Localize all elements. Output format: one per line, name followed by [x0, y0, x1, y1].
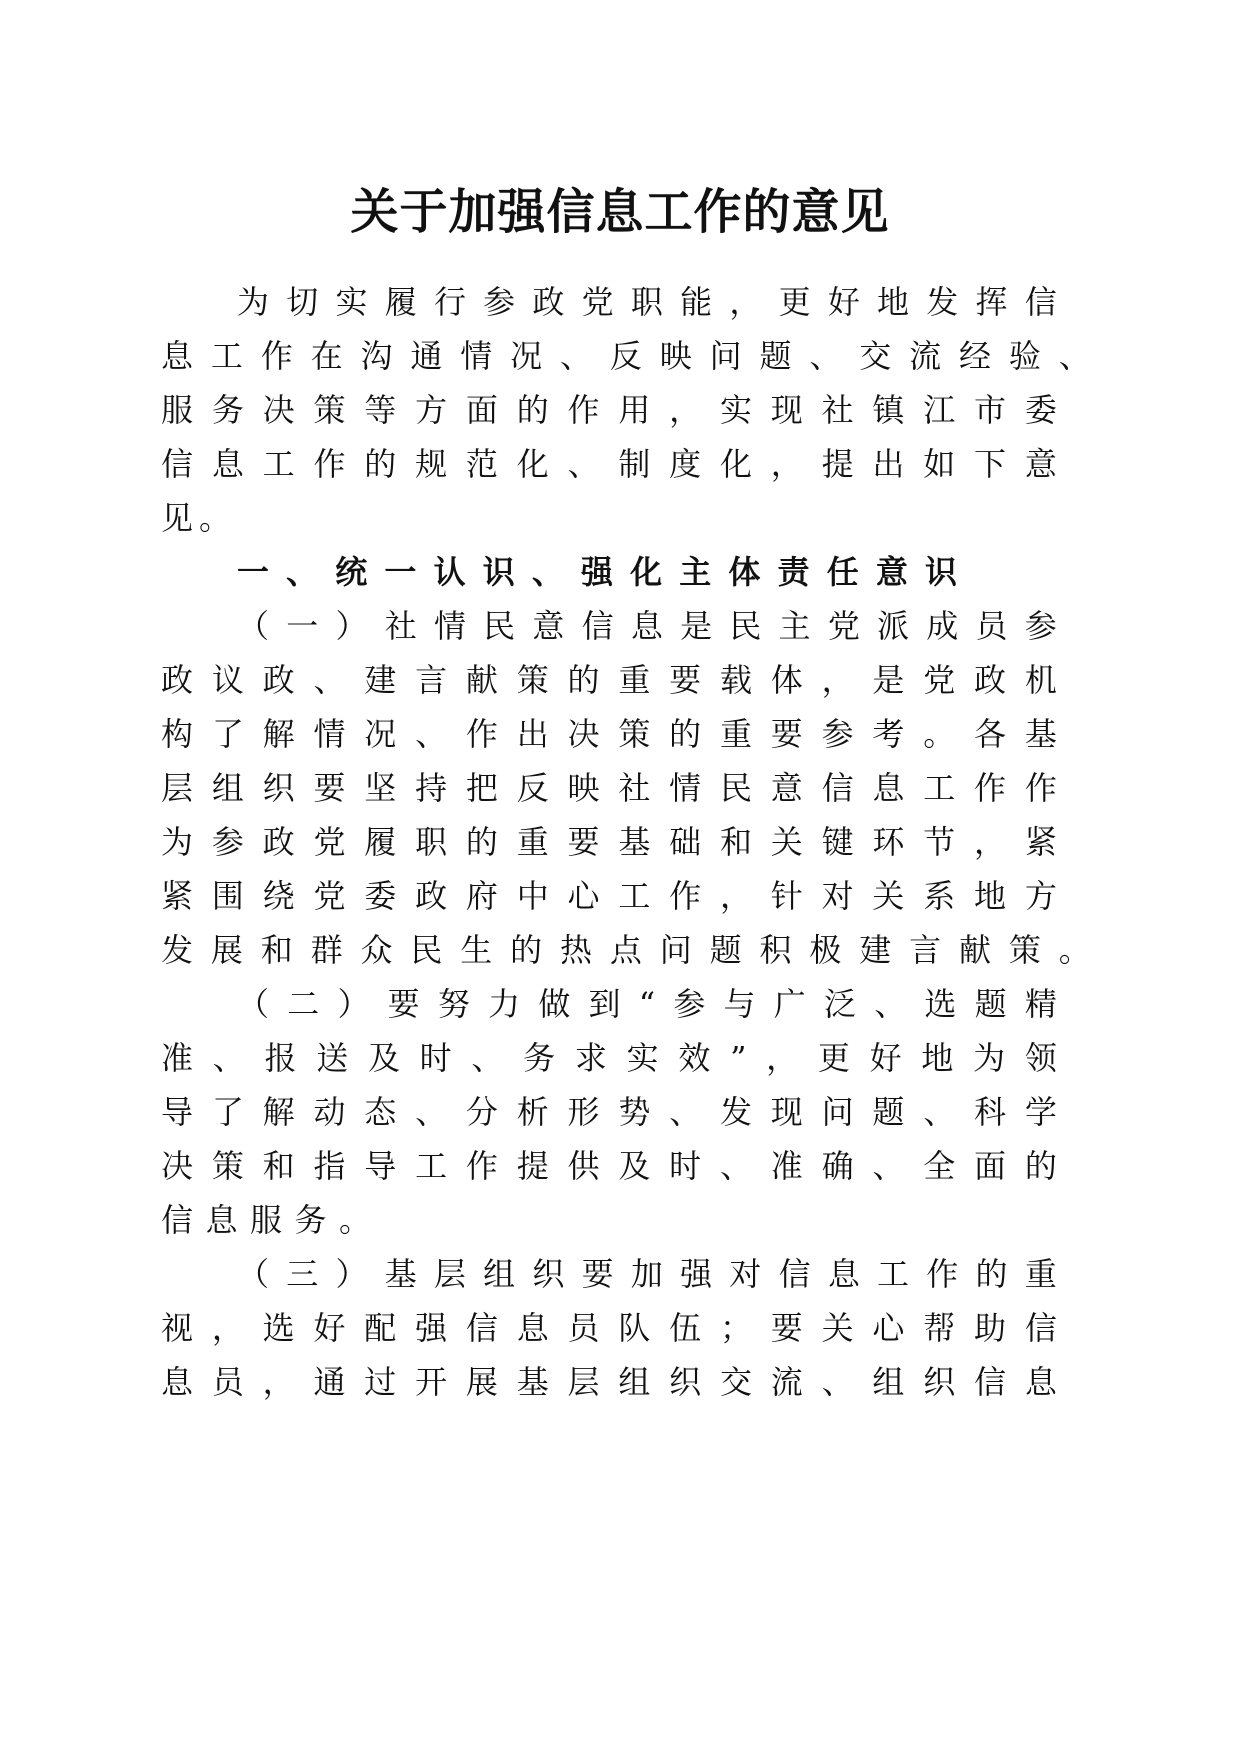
- paragraph-line: 视 ， 选 好 配 强 信 息 员 队 伍 ； 要 关 心 帮 助 信: [161, 1309, 1057, 1347]
- paragraph-line: 服 务 决 策 等 方 面 的 作 用 ， 实 现 社 镇 江 市 委: [161, 391, 1057, 429]
- paragraph-line: 决 策 和 指 导 工 作 提 供 及 时 、 准 确 、 全 面 的: [161, 1147, 1057, 1185]
- paragraph-line: 信 息 服 务 。: [161, 1201, 371, 1239]
- paragraph-line: 为 参 政 党 履 职 的 重 要 基 础 和 关 键 环 节 ， 紧: [161, 823, 1057, 861]
- paragraph-line: 政 议 政 、 建 言 献 策 的 重 要 载 体 ， 是 党 政 机: [161, 661, 1057, 699]
- paragraph-line: 导 了 解 动 态 、 分 析 形 势 、 发 现 问 题 、 科 学: [161, 1093, 1057, 1131]
- paragraph-line: 见 。: [161, 499, 231, 537]
- paragraph-line: （ 一 ） 社 情 民 意 信 息 是 民 主 党 派 成 员 参: [237, 607, 1057, 645]
- paragraph-line: 息 员 ， 通 过 开 展 基 层 组 织 交 流 、 组 织 信 息: [161, 1363, 1057, 1401]
- paragraph-line: 信 息 工 作 的 规 范 化 、 制 度 化 ， 提 出 如 下 意: [161, 445, 1057, 483]
- section-heading: 一 、 统 一 认 识 、 强 化 主 体 责 任 意 识: [237, 553, 957, 591]
- paragraph-line: 为 切 实 履 行 参 政 党 职 能 ， 更 好 地 发 挥 信: [237, 283, 1057, 321]
- document-title: 关于加强信息工作的意见: [350, 184, 890, 240]
- paragraph-line: 层 组 织 要 坚 持 把 反 映 社 情 民 意 信 息 工 作 作: [161, 769, 1057, 807]
- paragraph-line: 准 、 报 送 及 时 、 务 求 实 效 ” ， 更 好 地 为 领: [161, 1039, 1057, 1077]
- paragraph-line: 紧 围 绕 党 委 政 府 中 心 工 作 ， 针 对 关 系 地 方: [161, 877, 1057, 915]
- paragraph-line: 发 展 和 群 众 民 生 的 热 点 问 题 积 极 建 言 献 策 。: [161, 931, 1091, 969]
- paragraph-line: 构 了 解 情 况 、 作 出 决 策 的 重 要 参 考 。 各 基: [161, 715, 1057, 753]
- paragraph-line: （ 二 ） 要 努 力 做 到 “ 参 与 广 泛 、 选 题 精: [237, 985, 1057, 1023]
- paragraph-line: （ 三 ） 基 层 组 织 要 加 强 对 信 息 工 作 的 重: [237, 1255, 1057, 1293]
- paragraph-line: 息 工 作 在 沟 通 情 况 、 反 映 问 题 、 交 流 经 验 、: [161, 337, 1091, 375]
